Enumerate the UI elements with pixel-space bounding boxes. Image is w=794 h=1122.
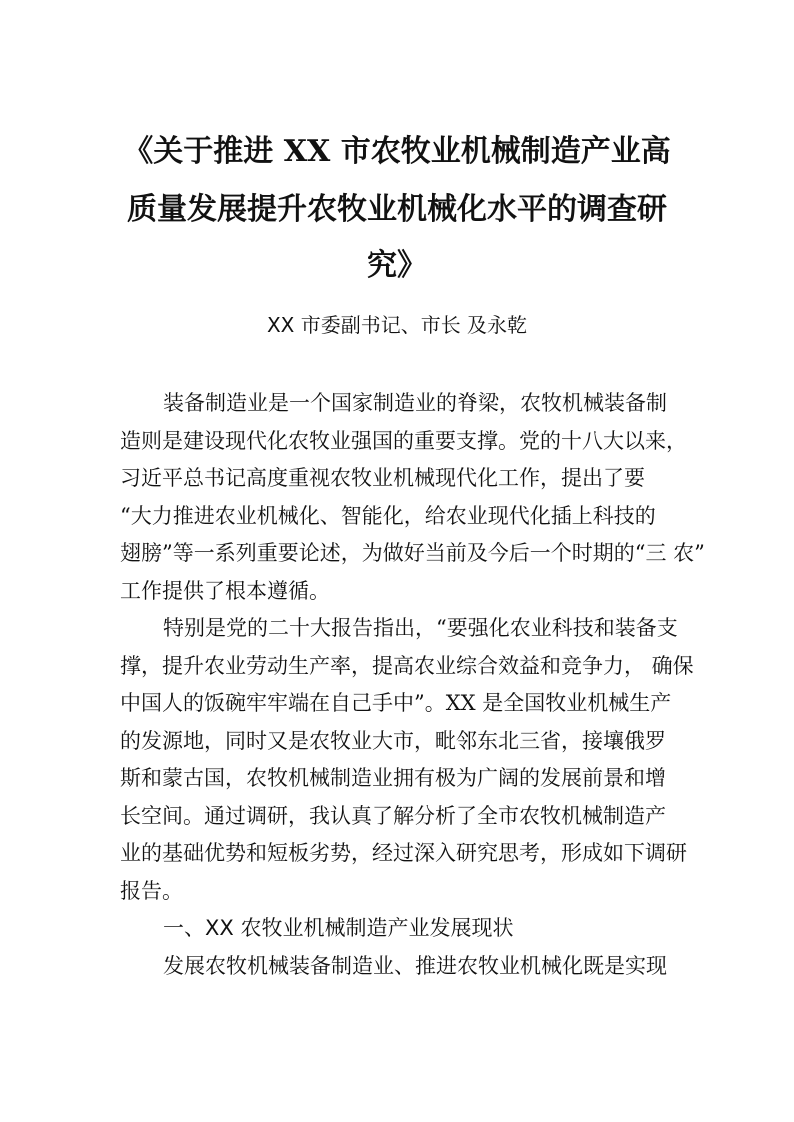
body-line-13: 业的基础优势和短板劣势，经过深入研究思考，形成如下调研 [120,841,687,865]
document-title-line-3: 究》 [367,248,427,283]
document-title-line-1: 《关于推进 XX 市农牧业机械制造产业高 [123,134,671,169]
body-line-7: 特别是党的二十大报告指出，“要强化农业科技和装备支 [163,616,678,640]
body-line-3: 习近平总书记高度重视农牧业机械现代化工作，提出了要 [120,466,645,490]
body-line-1: 装备制造业是一个国家制造业的脊梁，农牧机械装备制 [163,391,667,415]
body-line-2: 造则是建设现代化农牧业强国的重要支撑。党的十八大以来， [120,429,687,453]
body-line-6: 工作提供了根本遵循。 [120,579,330,603]
author-line: XX 市委副书记、市长 及永乾 [266,313,528,337]
body-line-12: 长空间。通过调研，我认真了解分析了全市农牧机械制造产 [120,804,666,828]
body-line-9: 中国人的饭碗牢牢端在自己手中”。XX 是全国牧业机械生产 [120,691,672,715]
body-line-14: 报告。 [120,879,183,903]
body-line-4: “大力推进农业机械化、智能化，给农业现代化插上科技的 [120,504,656,528]
body-line-10: 的发源地，同时又是农牧业大市，毗邻东北三省，接壤俄罗 [120,729,666,753]
body-line-8: 撑，提升农业劳动生产率，提高农业综合效益和竞争力， 确保 [120,654,694,678]
section-heading-1: 一、XX 农牧业机械制造产业发展现状 [163,916,514,940]
body-line-11: 斯和蒙古国，农牧机械制造业拥有极为广阔的发展前景和增 [120,766,666,790]
body-line-16: 发展农牧机械装备制造业、推进农牧业机械化既是实现 [163,954,667,978]
document-title-line-2: 质量发展提升农牧业机械化水平的调查研 [127,192,667,227]
body-line-5: 翅膀”等一系列重要论述，为做好当前及今后一个时期的“三 农” [120,541,705,565]
